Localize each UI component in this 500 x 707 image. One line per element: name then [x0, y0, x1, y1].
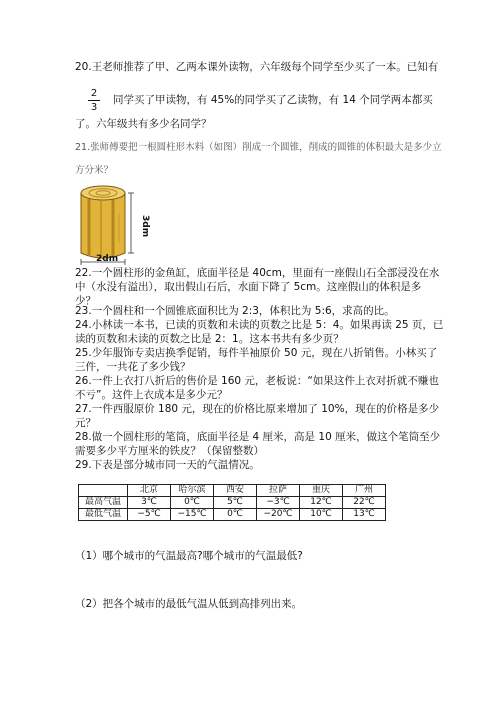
problem-28-line-2: 需要多少平方厘米的铁皮？（保留整数）	[75, 445, 264, 457]
city-header: 西安	[214, 485, 257, 497]
temperature-cell: 0℃	[171, 497, 214, 509]
question-1: （1）哪个城市的气温最高?哪个城市的气温最低?	[75, 550, 303, 562]
city-header: 重庆	[300, 485, 343, 497]
problem-25-line-1: 25.少年服饰专卖店换季促销，每件半袖原价 50 元，现在八折销售。小林买了	[75, 347, 438, 359]
problem-22-line-2: 中（水没有溢出），取出假山石后，水面下降了 5cm。这座假山的体积是多	[75, 281, 422, 293]
row-label: 最低气温	[79, 509, 128, 521]
problem-26-line-1: 26.一件上衣打八折后的售价是 160 元，老板说：“如果这件上衣对折就不赚也	[75, 375, 439, 387]
city-header: 广州	[343, 485, 386, 497]
table-row	[79, 497, 386, 509]
city-header: 北京	[128, 485, 171, 497]
temperature-cell: 10℃	[300, 509, 343, 521]
temperature-cell: −15℃	[171, 509, 214, 521]
weather-table	[78, 484, 386, 521]
problem-27-line-2: 元？	[75, 417, 96, 429]
city-header: 拉萨	[257, 485, 300, 497]
temperature-cell: 13℃	[343, 509, 386, 521]
problem-20-line-2: 同学买了甲读物，有 45%的同学买了乙读物，有 14 个同学两本都买	[113, 94, 433, 106]
problem-27-line-1: 27.一件西服原价 180 元，现在的价格比原来增加了 10%，现在的价格是多少	[75, 403, 440, 415]
problem-21-line-2: 方分米？	[75, 165, 114, 176]
problem-20-line-3: 了。六年级共有多少名同学？	[75, 118, 212, 130]
problem-24-line-2: 读的页数和未读的页数之比是 2：1。这本书共有多少页？	[75, 333, 344, 345]
fraction-numerator: 2	[90, 88, 98, 99]
diameter-dimension-label: 2dm	[96, 254, 119, 264]
problem-22-line-1: 22.一个圆柱形的金鱼缸，底面半径是 40cm，里面有一座假山石全部浸没在水	[75, 267, 440, 279]
problem-22-line-3: 少？	[75, 295, 96, 307]
problem-26-line-2: 不亏”。这件上衣成本是多少元？	[75, 389, 228, 401]
problem-24-line-1: 24.小林读一本书，已读的页数和未读的页数之比是 5：4。如果再读 25 页，已	[75, 319, 444, 331]
temperature-cell: 0℃	[214, 509, 257, 521]
temperature-cell: 12℃	[300, 497, 343, 509]
temperature-cell: 3℃	[128, 497, 171, 509]
height-dimension-label: 3dm	[140, 215, 150, 238]
row-label: 最高气温	[79, 497, 128, 509]
problem-21-line-1: 21.张师傅要把一根圆柱形木料（如图）削成一个圆锥，削成的圆锥的体积最大是多少立	[75, 142, 442, 153]
problem-28-line-1: 28.做一个圆柱形的笔筒，底面半径是 4 厘米，高是 10 厘米，做这个笔筒至少	[75, 431, 441, 443]
temperature-cell: 5℃	[214, 497, 257, 509]
temperature-cell: 22℃	[343, 497, 386, 509]
problem-20-fraction	[88, 88, 100, 113]
fraction-denominator: 3	[90, 102, 98, 113]
problem-25-line-2: 三件，一共花了多少钱？	[75, 361, 191, 373]
table-corner-cell	[79, 485, 128, 497]
problem-20-line-1: 20.王老师推荐了甲、乙两本课外读物，六年级每个同学至少买了一本。已知有	[75, 61, 439, 73]
temperature-cell: −5℃	[128, 509, 171, 521]
temperature-cell: −3℃	[257, 497, 300, 509]
question-2: （2）把各个城市的最低气温从低到高排列出来。	[75, 598, 303, 610]
table-row	[79, 509, 386, 521]
problem-29-line-1: 29.下表是部分城市同一天的气温情况。	[75, 459, 260, 471]
table-header-row	[79, 485, 386, 497]
log-illustration	[75, 183, 137, 265]
temperature-cell: −20℃	[257, 509, 300, 521]
city-header: 哈尔滨	[171, 485, 214, 497]
problem-23-line-1: 23.一个圆柱和一个圆锥底面积比为 2:3，体积比为 5:6，求高的比。	[75, 305, 395, 317]
